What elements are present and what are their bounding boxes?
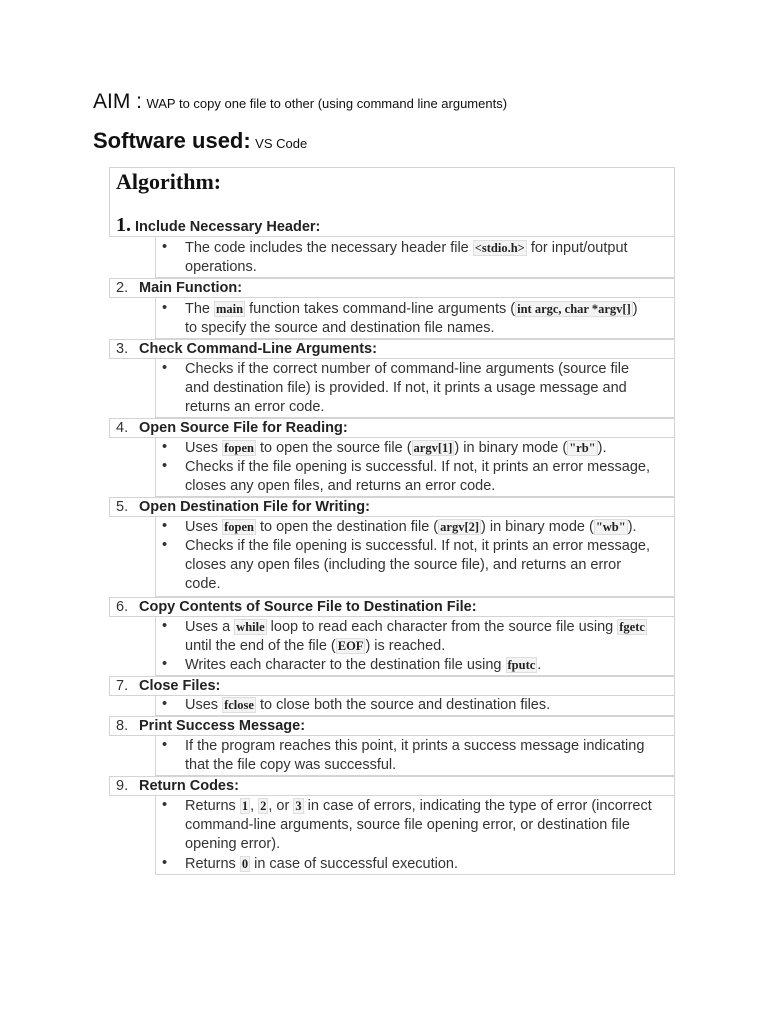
step-number: 9. [116,778,129,794]
code-snippet: "rb" [569,441,596,455]
body-line: and destination file) is provided. If not, it prints a usage message and [185,380,627,396]
bullet: • [162,300,168,316]
body-line: Returns 1 , 2 , or 3 in case of errors, indicating the type of error (incorrect [185,798,652,814]
body-line: command-line arguments, source file opening error, or destination file [185,817,630,833]
body-line: The code includes the necessary header file <stdio.h> for input/output [185,240,628,256]
step-7-heading [109,676,675,696]
aim-text: WAP to copy one file to other (using command line arguments) [146,96,508,111]
step-number: 3. [116,341,129,357]
body-line: code. [185,576,221,592]
bullet: • [162,797,168,813]
body-line: until the end of the file ( EOF ) is reached. [185,638,446,654]
body-line: The main function takes command-line arguments ( int argc, char *argv[] ) [185,301,638,317]
step-number: 4. [116,420,129,436]
code-snippet: fopen [224,441,254,455]
code-snippet: 3 [295,799,302,813]
step-number: 8. [116,718,129,734]
body-line: that the file copy was successful. [185,757,397,773]
code-snippet: "wb" [595,520,626,534]
step-title: Print Success Message: [139,718,306,734]
step-number: 6. [116,599,129,615]
bullet: • [162,656,168,672]
step-2-heading [109,278,675,298]
body-line: Checks if the file opening is successful. If not, it prints an error message, [185,538,651,554]
step-title: Close Files: [139,678,221,694]
software-text: VS Code [255,136,308,151]
step-1-body [155,237,675,278]
step-4-body [155,438,675,497]
body-line: returns an error code. [185,399,325,415]
body-line: Uses fopen to open the destination file ( argv[2] ) in binary mode ( "wb" ). [185,519,637,535]
code-snippet: main [216,302,244,316]
code-snippet: while [236,620,265,634]
aim-line [93,90,507,114]
body-line: closes any open files (including the source file), and returns an error [185,557,622,573]
body-line: Checks if the correct number of command-line arguments (source file [185,361,630,377]
bullet: • [162,696,168,712]
step-5-heading [109,497,675,517]
step-4-heading [109,418,675,438]
step-number: 1. [116,214,131,236]
step-title: Check Command-Line Arguments: [139,341,377,357]
step-8-body [155,736,675,776]
bullet: • [162,458,168,474]
body-line: Writes each character to the destination file using fputc . [185,657,542,673]
body-line: Returns 0 in case of successful execution. [185,856,459,872]
step-9-body [155,796,675,875]
step-1-heading [116,214,320,237]
body-line: opening error). [185,836,281,852]
body-line: Checks if the file opening is successful. If not, it prints an error message, [185,459,651,475]
code-snippet: int argc, char *argv[] [517,302,631,316]
body-line: to specify the source and destination file names. [185,320,495,336]
software-label: Software used: [93,128,251,153]
aim-label: AIM : [93,90,143,113]
step-title: Copy Contents of Source File to Destination File: [139,599,477,615]
body-line: operations. [185,259,257,275]
software-line [93,128,307,154]
step-title: Return Codes: [139,778,239,794]
step-title: Main Function: [139,280,243,296]
code-snippet: 1 [241,799,249,813]
step-number: 7. [116,678,129,694]
step-9-heading [109,776,675,796]
code-snippet: fgetc [619,620,645,634]
code-snippet: 0 [241,857,249,871]
step-6-body [155,617,675,676]
code-snippet: fclose [224,698,254,712]
step-7-body [155,696,675,716]
code-snippet: fopen [224,520,254,534]
body-line: If the program reaches this point, it prints a success message indicating [185,738,645,754]
step-8-heading [109,716,675,736]
body-line: Uses fopen to open the source file ( argv[1] ) in binary mode ( "rb" ). [185,440,607,456]
code-snippet: argv[1] [413,441,453,455]
step-number: 2. [116,280,129,296]
code-snippet: 2 [260,799,267,813]
bullet: • [162,239,168,255]
step-3-heading [109,339,675,359]
bullet: • [162,439,168,455]
bullet: • [162,855,168,871]
bullet: • [162,518,168,534]
bullet: • [162,360,168,376]
body-line: Uses a while loop to read each character from the source file using fgetc [185,619,645,635]
code-snippet: fputc [507,658,536,672]
algorithm-title: Algorithm: [116,169,222,194]
step-number: 5. [116,499,129,515]
body-line: closes any open files, and returns an error code. [185,478,496,494]
bullet: • [162,618,168,634]
body-line: Uses fclose to close both the source and destination files. [185,697,551,713]
bullet: • [162,537,168,553]
bullet: • [162,737,168,753]
step-3-body [155,359,675,418]
step-2-body [155,298,675,339]
step-5-body [155,517,675,597]
step-title: Include Necessary Header: [135,219,321,235]
step-title: Open Source File for Reading: [139,420,348,436]
code-snippet: argv[2] [440,520,480,534]
code-snippet: <stdio.h> [474,241,525,255]
step-title: Open Destination File for Writing: [139,499,370,515]
step-6-heading [109,597,675,617]
code-snippet: EOF [337,639,364,653]
